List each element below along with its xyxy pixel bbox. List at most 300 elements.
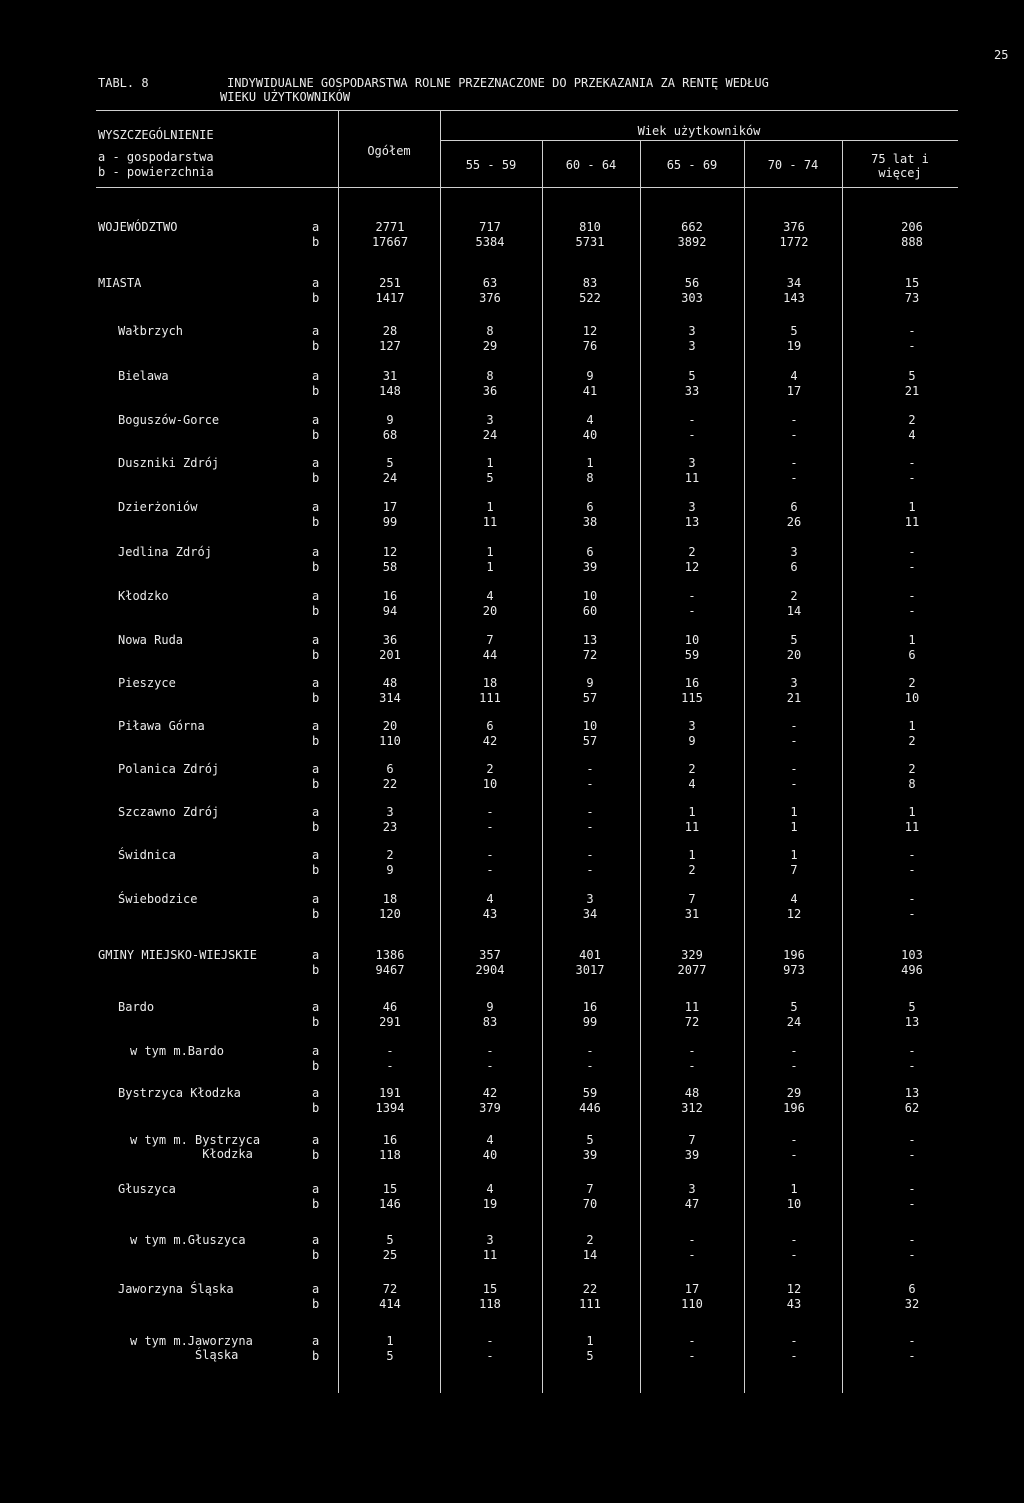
row-marker-a: a bbox=[312, 324, 320, 338]
table-cell: - bbox=[908, 545, 916, 559]
row-label: WOJEWÓDZTWO bbox=[98, 220, 178, 234]
table-cell: 120 bbox=[379, 907, 401, 921]
table-cell: 810 bbox=[579, 220, 601, 234]
table-cell: 1 bbox=[486, 500, 494, 514]
table-cell: - bbox=[688, 589, 696, 603]
table-cell: - bbox=[908, 339, 916, 353]
table-cell: 717 bbox=[479, 220, 501, 234]
table-cell: 57 bbox=[582, 691, 598, 705]
table-cell: 16 bbox=[382, 1133, 398, 1147]
table-cell: 63 bbox=[482, 276, 498, 290]
table-cell: 111 bbox=[479, 691, 501, 705]
table-cell: 115 bbox=[681, 691, 703, 705]
table-cell: 1 bbox=[790, 805, 798, 819]
table-cell: - bbox=[688, 428, 696, 442]
table-cell: 36 bbox=[382, 633, 398, 647]
table-cell: - bbox=[908, 471, 916, 485]
table-cell: - bbox=[688, 1248, 696, 1262]
header-age-group-title: Wiek użytkowników bbox=[637, 124, 761, 138]
header-divider-spec bbox=[338, 110, 339, 1393]
table-cell: 44 bbox=[482, 648, 498, 662]
table-cell: 3 bbox=[790, 545, 798, 559]
table-cell: - bbox=[688, 413, 696, 427]
table-cell: - bbox=[908, 907, 916, 921]
table-cell: 12 bbox=[786, 1282, 802, 1296]
row-label: Bystrzyca Kłodzka bbox=[118, 1086, 241, 1100]
table-cell: 59 bbox=[684, 648, 700, 662]
table-cell: 25 bbox=[382, 1248, 398, 1262]
header-top-rule bbox=[96, 110, 958, 111]
table-cell: 5384 bbox=[475, 235, 505, 249]
table-cell: - bbox=[790, 471, 798, 485]
row-marker-a: a bbox=[312, 948, 320, 962]
table-cell: 48 bbox=[684, 1086, 700, 1100]
table-cell: 17667 bbox=[371, 235, 409, 249]
table-cell: 28 bbox=[382, 324, 398, 338]
table-cell: - bbox=[486, 1059, 494, 1073]
row-marker-b: b bbox=[312, 235, 320, 249]
table-cell: - bbox=[386, 1059, 394, 1073]
table-cell: 9 bbox=[586, 369, 594, 383]
table-cell: - bbox=[486, 1349, 494, 1363]
table-cell: 83 bbox=[482, 1015, 498, 1029]
table-cell: 6 bbox=[790, 560, 798, 574]
table-cell: 1 bbox=[586, 456, 594, 470]
table-cell: 39 bbox=[582, 560, 598, 574]
row-label: Świebodzice bbox=[118, 892, 198, 906]
table-cell: 2 bbox=[688, 545, 696, 559]
table-cell: 496 bbox=[901, 963, 923, 977]
row-label: Pieszyce bbox=[118, 676, 176, 690]
table-cell: 17 bbox=[684, 1282, 700, 1296]
row-marker-a: a bbox=[312, 456, 320, 470]
table-cell: 21 bbox=[786, 691, 802, 705]
row-label: Szczawno Zdrój bbox=[118, 805, 220, 819]
row-label: Głuszyca bbox=[118, 1182, 176, 1196]
table-cell: 32 bbox=[904, 1297, 920, 1311]
table-cell: 11 bbox=[684, 471, 700, 485]
table-cell: 5 bbox=[790, 324, 798, 338]
row-marker-a: a bbox=[312, 1233, 320, 1247]
table-cell: - bbox=[688, 1059, 696, 1073]
table-cell: - bbox=[386, 1044, 394, 1058]
row-label: w tym m.Bardo bbox=[130, 1044, 224, 1058]
table-cell: 1 bbox=[386, 1334, 394, 1348]
header-bottom-rule bbox=[96, 187, 958, 188]
table-cell: 73 bbox=[904, 291, 920, 305]
table-cell: 31 bbox=[382, 369, 398, 383]
table-cell: 7 bbox=[688, 1133, 696, 1147]
row-marker-b: b bbox=[312, 777, 320, 791]
table-cell: 2 bbox=[908, 762, 916, 776]
table-cell: 6 bbox=[586, 545, 594, 559]
table-cell: - bbox=[790, 1133, 798, 1147]
table-cell: 6 bbox=[790, 500, 798, 514]
table-cell: - bbox=[486, 820, 494, 834]
table-cell: - bbox=[908, 1148, 916, 1162]
row-label: Boguszów-Gorce bbox=[118, 413, 220, 427]
table-cell: 379 bbox=[479, 1101, 501, 1115]
table-cell: 13 bbox=[684, 515, 700, 529]
row-marker-a: a bbox=[312, 676, 320, 690]
table-cell: 401 bbox=[579, 948, 601, 962]
table-cell: 111 bbox=[579, 1297, 601, 1311]
table-cell: 1 bbox=[586, 1334, 594, 1348]
table-cell: 1772 bbox=[779, 235, 809, 249]
table-cell: 1 bbox=[790, 848, 798, 862]
table-cell: 5731 bbox=[575, 235, 605, 249]
row-marker-a: a bbox=[312, 220, 320, 234]
table-cell: 973 bbox=[783, 963, 805, 977]
table-cell: 191 bbox=[379, 1086, 401, 1100]
table-cell: 9 bbox=[386, 863, 394, 877]
table-cell: 6 bbox=[386, 762, 394, 776]
table-cell: 29 bbox=[482, 339, 498, 353]
table-cell: - bbox=[908, 604, 916, 618]
row-marker-a: a bbox=[312, 413, 320, 427]
table-cell: 2 bbox=[908, 734, 916, 748]
table-cell: 8 bbox=[908, 777, 916, 791]
table-cell: 5 bbox=[586, 1349, 594, 1363]
table-cell: 6 bbox=[586, 500, 594, 514]
table-cell: 7 bbox=[688, 892, 696, 906]
table-cell: - bbox=[688, 1334, 696, 1348]
table-cell: 8 bbox=[486, 324, 494, 338]
row-marker-a: a bbox=[312, 1044, 320, 1058]
table-cell: - bbox=[688, 1233, 696, 1247]
table-cell: - bbox=[790, 734, 798, 748]
row-marker-a: a bbox=[312, 762, 320, 776]
table-cell: 3 bbox=[688, 719, 696, 733]
table-cell: 14 bbox=[582, 1248, 598, 1262]
table-cell: - bbox=[908, 848, 916, 862]
header-age-column: 65 - 69 bbox=[666, 158, 718, 172]
table-cell: 59 bbox=[582, 1086, 598, 1100]
table-cell: 26 bbox=[786, 515, 802, 529]
table-cell: 16 bbox=[684, 676, 700, 690]
header-total: Ogółem bbox=[367, 144, 411, 158]
table-cell: - bbox=[908, 456, 916, 470]
row-label: Świdnica bbox=[118, 848, 176, 862]
table-cell: 8 bbox=[486, 369, 494, 383]
table-title-line2: WIEKU UŻYTKOWNIKÓW bbox=[220, 90, 351, 104]
table-cell: - bbox=[908, 1334, 916, 1348]
row-label: Polanica Zdrój bbox=[118, 762, 220, 776]
table-cell: 12 bbox=[786, 907, 802, 921]
table-cell: 43 bbox=[482, 907, 498, 921]
table-cell: - bbox=[790, 1233, 798, 1247]
table-cell: 13 bbox=[582, 633, 598, 647]
header-divider-c2 bbox=[640, 140, 641, 1393]
table-cell: 34 bbox=[582, 907, 598, 921]
table-cell: 18 bbox=[382, 892, 398, 906]
table-cell: 12 bbox=[382, 545, 398, 559]
table-cell: 5 bbox=[486, 471, 494, 485]
table-cell: 10 bbox=[786, 1197, 802, 1211]
table-cell: - bbox=[688, 1044, 696, 1058]
page-number: 25 bbox=[994, 48, 1009, 62]
table-cell: 11 bbox=[482, 515, 498, 529]
table-cell: 2 bbox=[486, 762, 494, 776]
table-cell: 3 bbox=[688, 500, 696, 514]
row-label: Duszniki Zdrój bbox=[118, 456, 220, 470]
row-label: MIASTA bbox=[98, 276, 142, 290]
header-age-column: 75 lat i więcej bbox=[871, 152, 929, 180]
table-cell: - bbox=[586, 848, 594, 862]
table-cell: 8 bbox=[586, 471, 594, 485]
row-marker-b: b bbox=[312, 515, 320, 529]
table-title-line1: INDYWIDUALNE GOSPODARSTWA ROLNE PRZEZNACZONE DO PRZEKAZANIA ZA RENTĘ WEDŁUG bbox=[227, 76, 769, 90]
table-cell: 72 bbox=[684, 1015, 700, 1029]
table-cell: 10 bbox=[684, 633, 700, 647]
table-cell: - bbox=[790, 428, 798, 442]
header-age-column: 70 - 74 bbox=[767, 158, 819, 172]
table-cell: 118 bbox=[479, 1297, 501, 1311]
header-legend-b: b - powierzchnia bbox=[98, 165, 214, 179]
table-cell: 41 bbox=[582, 384, 598, 398]
table-cell: 33 bbox=[684, 384, 700, 398]
header-age-column: 60 - 64 bbox=[565, 158, 617, 172]
table-cell: - bbox=[908, 1059, 916, 1073]
table-cell: 17 bbox=[786, 384, 802, 398]
row-marker-b: b bbox=[312, 1349, 320, 1363]
row-label: GMINY MIEJSKO-WIEJSKIE bbox=[98, 948, 257, 962]
table-cell: 16 bbox=[382, 589, 398, 603]
row-marker-a: a bbox=[312, 848, 320, 862]
table-cell: 2771 bbox=[375, 220, 405, 234]
table-cell: 522 bbox=[579, 291, 601, 305]
row-marker-b: b bbox=[312, 1101, 320, 1115]
table-cell: 22 bbox=[382, 777, 398, 791]
table-cell: 251 bbox=[379, 276, 401, 290]
table-cell: 3 bbox=[486, 413, 494, 427]
row-marker-b: b bbox=[312, 384, 320, 398]
table-cell: 2 bbox=[586, 1233, 594, 1247]
table-cell: 303 bbox=[681, 291, 703, 305]
table-cell: - bbox=[908, 1349, 916, 1363]
table-cell: - bbox=[790, 1044, 798, 1058]
table-cell: 3017 bbox=[575, 963, 605, 977]
table-cell: 3 bbox=[586, 892, 594, 906]
table-cell: - bbox=[790, 413, 798, 427]
table-cell: 15 bbox=[382, 1182, 398, 1196]
table-cell: 20 bbox=[382, 719, 398, 733]
table-cell: 1 bbox=[486, 560, 494, 574]
table-cell: 18 bbox=[482, 676, 498, 690]
table-cell: - bbox=[790, 762, 798, 776]
table-cell: 11 bbox=[904, 820, 920, 834]
table-cell: - bbox=[486, 863, 494, 877]
table-cell: 446 bbox=[579, 1101, 601, 1115]
table-cell: - bbox=[486, 805, 494, 819]
table-cell: 24 bbox=[382, 471, 398, 485]
table-cell: 39 bbox=[582, 1148, 598, 1162]
table-cell: - bbox=[790, 1349, 798, 1363]
table-cell: 10 bbox=[582, 589, 598, 603]
row-marker-a: a bbox=[312, 276, 320, 290]
table-cell: 4 bbox=[688, 777, 696, 791]
table-cell: 110 bbox=[681, 1297, 703, 1311]
header-spec-title: WYSZCZEGÓLNIENIE bbox=[98, 128, 214, 142]
table-cell: - bbox=[908, 589, 916, 603]
table-cell: 57 bbox=[582, 734, 598, 748]
table-cell: 662 bbox=[681, 220, 703, 234]
table-cell: 9 bbox=[486, 1000, 494, 1014]
table-cell: 72 bbox=[382, 1282, 398, 1296]
row-marker-a: a bbox=[312, 1086, 320, 1100]
table-cell: - bbox=[908, 560, 916, 574]
table-cell: 15 bbox=[482, 1282, 498, 1296]
table-cell: - bbox=[586, 777, 594, 791]
table-cell: 6 bbox=[908, 1282, 916, 1296]
row-marker-a: a bbox=[312, 369, 320, 383]
table-cell: 5 bbox=[790, 633, 798, 647]
row-marker-b: b bbox=[312, 1015, 320, 1029]
table-cell: - bbox=[908, 1133, 916, 1147]
table-cell: 7 bbox=[790, 863, 798, 877]
table-cell: 68 bbox=[382, 428, 398, 442]
table-cell: 376 bbox=[479, 291, 501, 305]
table-cell: 5 bbox=[688, 369, 696, 383]
table-cell: - bbox=[908, 1233, 916, 1247]
table-cell: 24 bbox=[482, 428, 498, 442]
row-marker-a: a bbox=[312, 1000, 320, 1014]
table-cell: 6 bbox=[908, 648, 916, 662]
table-cell: 29 bbox=[786, 1086, 802, 1100]
table-cell: 4 bbox=[486, 589, 494, 603]
table-cell: 48 bbox=[382, 676, 398, 690]
table-cell: 110 bbox=[379, 734, 401, 748]
table-cell: - bbox=[908, 1248, 916, 1262]
table-cell: 36 bbox=[482, 384, 498, 398]
table-cell: 11 bbox=[684, 820, 700, 834]
table-cell: 43 bbox=[786, 1297, 802, 1311]
table-cell: 1 bbox=[790, 820, 798, 834]
table-cell: 24 bbox=[786, 1015, 802, 1029]
table-cell: - bbox=[908, 1182, 916, 1196]
table-label: TABL. 8 bbox=[98, 76, 149, 90]
table-cell: - bbox=[908, 863, 916, 877]
table-cell: 19 bbox=[786, 339, 802, 353]
row-marker-a: a bbox=[312, 589, 320, 603]
table-cell: 291 bbox=[379, 1015, 401, 1029]
table-cell: 15 bbox=[904, 276, 920, 290]
table-cell: 21 bbox=[904, 384, 920, 398]
table-cell: 3 bbox=[688, 1182, 696, 1196]
row-label: Nowa Ruda bbox=[118, 633, 184, 647]
row-label: Piława Górna bbox=[118, 719, 205, 733]
table-cell: 42 bbox=[482, 1086, 498, 1100]
row-marker-b: b bbox=[312, 428, 320, 442]
table-cell: 40 bbox=[582, 428, 598, 442]
header-age-column: 55 - 59 bbox=[465, 158, 517, 172]
table-cell: 2077 bbox=[677, 963, 707, 977]
row-marker-b: b bbox=[312, 734, 320, 748]
table-cell: 3 bbox=[688, 324, 696, 338]
table-cell: 11 bbox=[482, 1248, 498, 1262]
table-cell: 4 bbox=[790, 369, 798, 383]
table-cell: 888 bbox=[901, 235, 923, 249]
table-cell: 376 bbox=[783, 220, 805, 234]
table-cell: 23 bbox=[382, 820, 398, 834]
table-cell: 13 bbox=[904, 1086, 920, 1100]
table-cell: 72 bbox=[582, 648, 598, 662]
table-cell: 16 bbox=[582, 1000, 598, 1014]
table-cell: 5 bbox=[386, 456, 394, 470]
table-cell: 4 bbox=[486, 1182, 494, 1196]
table-cell: 143 bbox=[783, 291, 805, 305]
table-cell: 2 bbox=[688, 762, 696, 776]
table-cell: 127 bbox=[379, 339, 401, 353]
table-cell: 38 bbox=[582, 515, 598, 529]
row-marker-a: a bbox=[312, 805, 320, 819]
table-cell: - bbox=[586, 1044, 594, 1058]
table-cell: 1 bbox=[908, 500, 916, 514]
header-divider-c3 bbox=[744, 140, 745, 1393]
table-cell: - bbox=[790, 456, 798, 470]
row-marker-a: a bbox=[312, 545, 320, 559]
table-cell: 7 bbox=[486, 633, 494, 647]
row-marker-b: b bbox=[312, 1297, 320, 1311]
table-cell: 20 bbox=[482, 604, 498, 618]
row-label: Bielawa bbox=[118, 369, 169, 383]
row-label: w tym m. Bystrzyca Kłodzka bbox=[130, 1133, 261, 1161]
table-cell: 312 bbox=[681, 1101, 703, 1115]
table-cell: 1386 bbox=[375, 948, 405, 962]
table-cell: 9 bbox=[386, 413, 394, 427]
table-cell: 3 bbox=[790, 676, 798, 690]
table-cell: 17 bbox=[382, 500, 398, 514]
table-cell: 39 bbox=[684, 1148, 700, 1162]
table-cell: - bbox=[908, 1197, 916, 1211]
table-cell: 1 bbox=[790, 1182, 798, 1196]
table-cell: 3892 bbox=[677, 235, 707, 249]
row-label: w tym m.Głuszyca bbox=[130, 1233, 246, 1247]
header-divider-c4 bbox=[842, 140, 843, 1393]
table-cell: 70 bbox=[582, 1197, 598, 1211]
table-cell: 9 bbox=[586, 676, 594, 690]
table-cell: - bbox=[586, 805, 594, 819]
table-cell: 414 bbox=[379, 1297, 401, 1311]
table-cell: - bbox=[586, 863, 594, 877]
table-cell: 11 bbox=[684, 1000, 700, 1014]
table-cell: 1 bbox=[486, 456, 494, 470]
table-cell: 6 bbox=[486, 719, 494, 733]
row-marker-b: b bbox=[312, 648, 320, 662]
row-marker-a: a bbox=[312, 1334, 320, 1348]
table-cell: 40 bbox=[482, 1148, 498, 1162]
table-cell: 42 bbox=[482, 734, 498, 748]
table-cell: 62 bbox=[904, 1101, 920, 1115]
table-cell: 4 bbox=[486, 1133, 494, 1147]
table-cell: 83 bbox=[582, 276, 598, 290]
row-marker-a: a bbox=[312, 1282, 320, 1296]
table-cell: 31 bbox=[684, 907, 700, 921]
row-marker-a: a bbox=[312, 1133, 320, 1147]
row-label: Kłodzko bbox=[118, 589, 169, 603]
table-cell: 99 bbox=[582, 1015, 598, 1029]
table-cell: - bbox=[486, 1044, 494, 1058]
table-cell: 3 bbox=[688, 456, 696, 470]
age-group-rule bbox=[440, 140, 958, 141]
table-cell: 148 bbox=[379, 384, 401, 398]
table-cell: 5 bbox=[586, 1133, 594, 1147]
row-marker-b: b bbox=[312, 691, 320, 705]
table-cell: 60 bbox=[582, 604, 598, 618]
table-cell: 3 bbox=[486, 1233, 494, 1247]
table-cell: 206 bbox=[901, 220, 923, 234]
table-cell: 94 bbox=[382, 604, 398, 618]
